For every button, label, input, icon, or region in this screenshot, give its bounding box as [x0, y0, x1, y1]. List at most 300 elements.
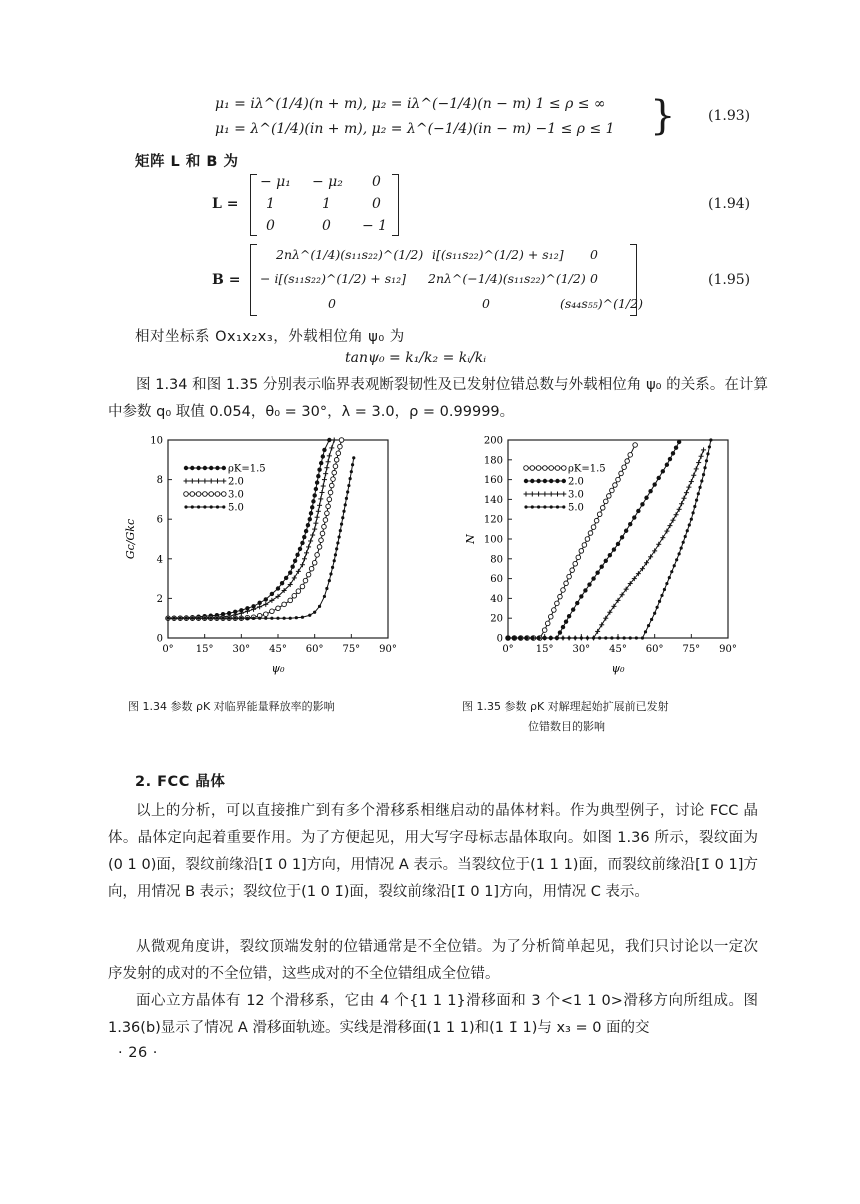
y-axis-label: N	[464, 534, 477, 544]
data-point	[594, 518, 599, 523]
data-point	[530, 479, 534, 483]
data-point	[349, 477, 352, 480]
data-point	[293, 559, 297, 563]
data-point	[600, 506, 605, 511]
data-point	[700, 479, 703, 482]
data-point	[166, 617, 169, 620]
data-point	[315, 480, 319, 484]
data-point	[316, 474, 320, 478]
data-point	[524, 466, 529, 471]
data-point	[640, 502, 644, 506]
paragraph-figures: 图 1.34 和图 1.35 分别表示临界表观断裂韧性及已发射位错总数与外载相位角 ψ₀ 的关系。在计算中参数 q₀ 取值 0.054，θ₀ = 30°，λ = 3.0，ρ = 0.99999。	[108, 377, 768, 420]
data-point	[570, 568, 575, 573]
data-point	[292, 593, 297, 598]
data-point	[636, 509, 640, 513]
eq195-r3c2: 0	[482, 296, 490, 311]
eq194-right-bracket	[392, 174, 399, 236]
data-point	[258, 617, 261, 620]
eq195-r2c1: − i[(s₁₁s₂₂)^(1/2) + s₁₂]	[260, 271, 407, 286]
data-point	[542, 628, 547, 633]
data-point	[288, 598, 293, 603]
data-point	[209, 492, 214, 497]
data-point	[545, 621, 550, 626]
data-point	[691, 511, 694, 514]
data-point	[338, 535, 341, 538]
data-point	[276, 617, 279, 620]
data-point	[203, 466, 207, 470]
data-point	[190, 466, 194, 470]
data-point	[325, 587, 328, 590]
data-point	[561, 636, 564, 639]
data-point	[191, 617, 194, 620]
data-point	[321, 454, 325, 458]
data-point	[693, 505, 696, 508]
data-point	[677, 440, 681, 444]
data-point	[329, 483, 334, 488]
data-point	[561, 625, 565, 629]
data-point	[228, 617, 231, 620]
data-point	[276, 586, 280, 590]
eq195-number: (1.95)	[708, 272, 751, 288]
data-point	[670, 570, 673, 573]
y-tick-label: 200	[483, 435, 503, 447]
data-point	[328, 490, 333, 495]
data-point	[582, 543, 587, 548]
legend-label: 3.0	[568, 489, 584, 501]
data-point	[320, 531, 325, 536]
eq195-r2c2: 2nλ^(−1/4)(s₁₁s₂₂)^(1/2)	[428, 271, 586, 286]
data-point	[270, 609, 275, 614]
data-point	[702, 473, 705, 476]
data-point	[240, 617, 243, 620]
eq194-r2c2: 1	[322, 196, 331, 212]
data-point	[252, 617, 255, 620]
data-point	[197, 617, 200, 620]
figure-1-35-chart	[460, 430, 750, 685]
data-point	[323, 518, 328, 523]
data-point	[298, 547, 302, 551]
data-point	[270, 617, 273, 620]
data-point	[684, 535, 687, 538]
data-point	[671, 451, 675, 455]
x-tick-label: 30°	[232, 644, 251, 655]
data-point	[322, 448, 326, 452]
data-point	[296, 589, 301, 594]
data-point	[531, 636, 534, 639]
data-point	[325, 511, 330, 516]
eq193-row2: μ₁ = λ^(1/4)(in + m), μ₂ = λ^(−1/4)(in − m) −1 ≤ ρ ≤ 1	[215, 121, 615, 137]
data-point	[564, 619, 568, 623]
data-point	[607, 494, 612, 499]
data-point	[283, 617, 286, 620]
data-point	[647, 624, 650, 627]
data-point	[311, 499, 315, 503]
data-point	[682, 541, 685, 544]
data-point	[197, 505, 200, 508]
data-point	[525, 636, 528, 639]
series-2	[506, 447, 707, 640]
data-point	[336, 541, 339, 544]
data-point	[304, 529, 308, 533]
data-point	[620, 535, 624, 539]
tan-equation: tanψ₀ = k₁/k₂ = kᵢ/kᵢ	[345, 350, 487, 366]
data-point	[658, 600, 661, 603]
data-point	[323, 595, 326, 598]
data-point	[574, 636, 577, 639]
data-point	[650, 618, 653, 621]
eq194-number: (1.94)	[708, 196, 751, 212]
data-point	[665, 463, 669, 467]
data-point	[295, 553, 299, 557]
data-point	[234, 617, 237, 620]
y-tick-label: 100	[483, 534, 503, 546]
eq195-r2c3: 0	[590, 271, 598, 286]
data-point	[506, 636, 509, 639]
data-point	[336, 451, 341, 456]
data-point	[300, 541, 304, 545]
data-point	[652, 482, 656, 486]
data-point	[318, 605, 321, 608]
eq195-r1c1: 2nλ^(1/4)(s₁₁s₂₂)^(1/2)	[276, 247, 424, 262]
data-point	[317, 545, 322, 550]
data-point	[340, 523, 343, 526]
data-point	[673, 564, 676, 567]
data-point	[264, 617, 267, 620]
data-point	[290, 565, 294, 569]
data-point	[562, 479, 566, 483]
data-point	[661, 469, 665, 473]
data-point	[697, 492, 700, 495]
legend-label: ρK=1.5	[568, 463, 606, 475]
data-point	[624, 529, 628, 533]
x-axis-label: ψ₀	[611, 662, 625, 675]
figure-1-35-caption-line1: 图 1.35 参数 ρK 对解理起始扩展前已发射	[462, 700, 669, 713]
data-point	[653, 612, 656, 615]
data-point	[519, 636, 522, 639]
data-point	[531, 505, 534, 508]
data-point	[698, 486, 701, 489]
data-point	[334, 553, 337, 556]
eq194-r2c3: 0	[372, 196, 381, 212]
legend-entry-3	[184, 503, 244, 514]
eq194-r3c2: 0	[322, 218, 331, 234]
y-tick-label: 0	[496, 633, 503, 645]
data-point	[571, 607, 575, 611]
legend-entry-1	[524, 477, 584, 488]
eq193-row1: μ₁ = iλ^(1/4)(n + m), μ₂ = iλ^(−1/4)(n − m) 1 ≤ ρ ≤ ∞	[215, 96, 606, 112]
data-point	[543, 479, 547, 483]
data-point	[549, 636, 552, 639]
data-point	[543, 636, 546, 639]
page-number: · 26 ·	[118, 1045, 158, 1061]
x-tick-label: 30°	[572, 644, 591, 655]
section-title: 2. FCC 晶体	[135, 774, 226, 790]
data-point	[334, 458, 339, 463]
figure-1-34-chart	[120, 430, 410, 685]
data-point	[549, 479, 553, 483]
data-point	[576, 555, 581, 560]
data-point	[543, 505, 546, 508]
data-point	[548, 614, 553, 619]
data-point	[616, 636, 619, 639]
data-point	[668, 457, 672, 461]
data-point	[317, 468, 321, 472]
data-point	[315, 553, 320, 558]
data-point	[263, 612, 268, 617]
data-point	[656, 606, 659, 609]
y-tick-label: 8	[156, 475, 163, 487]
data-point	[561, 588, 566, 593]
y-tick-label: 160	[483, 475, 503, 487]
y-tick-label: 2	[156, 593, 163, 605]
data-point	[680, 546, 683, 549]
data-point	[597, 512, 602, 517]
data-point	[190, 492, 195, 497]
figure-1-34-caption: 图 1.34 参数 ρK 对临界能量释放率的影响	[128, 700, 335, 713]
data-point	[555, 636, 558, 639]
data-point	[644, 496, 648, 500]
data-point	[333, 559, 336, 562]
data-point	[310, 505, 314, 509]
y-tick-label: 4	[156, 554, 163, 566]
legend-label: 3.0	[228, 489, 244, 501]
legend-entry-1	[184, 477, 244, 488]
data-point	[524, 479, 528, 483]
data-point	[185, 617, 188, 620]
x-tick-label: 0°	[502, 644, 514, 655]
data-point	[173, 617, 176, 620]
data-point	[663, 588, 666, 591]
figure-1-35-caption-line2: 位错数目的影响	[528, 720, 605, 733]
data-point	[612, 547, 616, 551]
data-point	[313, 611, 316, 614]
eq194-r2c1: 1	[266, 196, 275, 212]
data-point	[302, 535, 306, 539]
data-point	[562, 505, 565, 508]
data-point	[196, 466, 200, 470]
data-point	[215, 617, 218, 620]
data-point	[604, 559, 608, 563]
x-tick-label: 75°	[342, 644, 361, 655]
data-point	[536, 466, 541, 471]
y-tick-label: 140	[483, 494, 503, 506]
eq195-r3c3: (s₄₄s₅₅)^(1/2)	[560, 296, 643, 311]
data-point	[331, 477, 336, 482]
data-point	[562, 466, 567, 471]
data-point	[536, 479, 540, 483]
y-tick-label: 40	[490, 593, 503, 605]
data-point	[708, 445, 711, 448]
data-point	[270, 592, 274, 596]
y-tick-label: 0	[156, 633, 163, 645]
data-point	[312, 493, 316, 497]
x-tick-label: 0°	[162, 644, 174, 655]
data-point	[603, 499, 608, 504]
data-point	[558, 594, 563, 599]
eq195-r3c1: 0	[328, 296, 336, 311]
data-point	[678, 552, 681, 555]
data-point	[314, 487, 318, 491]
data-point	[222, 466, 226, 470]
data-point	[216, 505, 219, 508]
data-point	[319, 461, 323, 465]
data-point	[179, 617, 182, 620]
data-point	[616, 477, 621, 482]
data-point	[705, 459, 708, 462]
data-point	[301, 616, 304, 619]
data-point	[295, 616, 298, 619]
data-point	[309, 566, 314, 571]
data-point	[686, 529, 689, 532]
data-point	[339, 438, 344, 443]
data-point	[622, 465, 627, 470]
data-point	[308, 517, 312, 521]
y-tick-label: 10	[150, 435, 163, 447]
data-point	[688, 523, 691, 526]
data-point	[598, 636, 601, 639]
data-point	[635, 636, 638, 639]
data-point	[555, 466, 560, 471]
data-point	[619, 471, 624, 476]
data-point	[703, 466, 706, 469]
data-point	[191, 505, 194, 508]
data-point	[610, 488, 615, 493]
data-point	[585, 537, 590, 542]
data-point	[209, 617, 212, 620]
data-point	[641, 636, 644, 639]
data-point	[616, 542, 620, 546]
data-point	[196, 492, 201, 497]
data-point	[675, 558, 678, 561]
eq194-r3c3: − 1	[362, 218, 388, 234]
data-point	[587, 582, 591, 586]
paragraph-fcc: 以上的分析，可以直接推广到有多个滑移系相继启动的晶体材料。作为典型例子，讨论 FCC 晶体。晶体定向起着重要作用。为了方便起见，用大写字母标志晶体取向。如图 1.36 所示，裂纹面为(0 1 0)面，裂纹前缘沿[1̄ 0 1]方向，用情况 A 表示。当裂纹位于(1 1 1)面，而裂纹前缘沿[1̄ 0 1]方向，用情况 B 表示；裂纹位于(1 0 1̄)面，裂纹前缘沿[1̄ 0 1]方向，用情况 C 表示。	[108, 803, 758, 900]
legend-label: ρK=1.5	[228, 463, 266, 475]
data-point	[555, 601, 560, 606]
data-point	[308, 614, 311, 617]
data-point	[592, 636, 595, 639]
paragraph-slip-systems: 面心立方晶体有 12 个滑移系，它由 4 个{1 1 1}滑移面和 3 个<1 1 0>滑移方向所组成。图 1.36(b)显示了情况 A 滑移面轨迹。实线是滑移面(1 1 1)和(1 1̄ 1)与 x₃ = 0 面的交	[108, 993, 758, 1036]
data-point	[203, 492, 208, 497]
data-point	[346, 490, 349, 493]
legend-entry-2	[184, 490, 244, 501]
data-point	[322, 524, 327, 529]
data-point	[215, 466, 219, 470]
series-line	[168, 458, 354, 618]
data-point	[583, 588, 587, 592]
data-point	[306, 572, 311, 577]
data-point	[288, 570, 292, 574]
data-point	[595, 570, 599, 574]
eq194-r1c3: 0	[372, 174, 381, 190]
x-tick-label: 45°	[609, 644, 627, 655]
data-point	[276, 606, 281, 611]
data-point	[604, 636, 607, 639]
legend-entry-3	[524, 503, 584, 514]
data-point	[568, 636, 571, 639]
data-point	[668, 576, 671, 579]
data-point	[513, 636, 516, 639]
data-point	[665, 582, 668, 585]
data-point	[332, 470, 337, 475]
data-point	[628, 453, 633, 458]
data-point	[623, 636, 626, 639]
y-tick-label: 80	[490, 554, 503, 566]
data-point	[543, 466, 548, 471]
data-point	[331, 566, 334, 569]
legend-entry-0	[184, 464, 266, 475]
data-point	[586, 636, 589, 639]
data-point	[537, 505, 540, 508]
data-point	[552, 608, 557, 613]
data-point	[695, 499, 698, 502]
eq194-lhs: L =	[212, 196, 239, 212]
data-point	[333, 464, 338, 469]
data-point	[303, 578, 308, 583]
data-point	[573, 561, 578, 566]
eq194-r1c1: − μ₁	[260, 174, 291, 190]
data-point	[284, 576, 288, 580]
eq195-left-bracket	[250, 244, 257, 316]
data-point	[591, 525, 596, 530]
legend-entry-2	[524, 490, 584, 501]
data-point	[625, 459, 630, 464]
data-point	[690, 518, 693, 521]
x-axis-label: ψ₀	[271, 662, 285, 675]
data-point	[579, 549, 584, 554]
data-point	[215, 492, 220, 497]
data-point	[341, 516, 344, 519]
x-tick-label: 60°	[305, 644, 324, 655]
paragraph-dislocation: 从微观角度讲，裂纹顶端发射的位错通常是不全位错。为了分析简单起见，我们只讨论以一定次序发射的成对的不全位错，这些成对的不全位错组成全位错。	[108, 939, 758, 982]
data-point	[556, 505, 559, 508]
data-point	[530, 466, 535, 471]
data-point	[203, 617, 206, 620]
data-point	[709, 438, 712, 441]
intro-lb: 矩阵 L 和 B 为	[135, 154, 239, 170]
data-point	[591, 576, 595, 580]
x-tick-label: 45°	[269, 644, 287, 655]
eq194-r1c2: − μ₂	[312, 174, 343, 190]
data-point	[579, 594, 583, 598]
legend-label: 2.0	[228, 476, 244, 488]
data-point	[567, 614, 571, 618]
data-point	[222, 505, 225, 508]
data-point	[555, 479, 559, 483]
data-point	[608, 553, 612, 557]
data-point	[628, 522, 632, 526]
y-tick-label: 20	[490, 613, 503, 625]
legend-label: 5.0	[228, 502, 244, 514]
legend-entry-0	[524, 464, 606, 475]
data-point	[550, 505, 553, 508]
data-point	[221, 617, 224, 620]
data-point	[549, 466, 554, 471]
data-point	[350, 470, 353, 473]
data-point	[319, 538, 324, 543]
data-point	[558, 630, 562, 634]
data-point	[300, 584, 305, 589]
data-point	[629, 636, 632, 639]
data-point	[327, 497, 332, 502]
data-point	[326, 504, 331, 509]
data-point	[352, 456, 355, 459]
x-tick-label: 15°	[535, 644, 554, 655]
data-point	[209, 466, 213, 470]
data-point	[338, 444, 343, 449]
data-point	[347, 484, 350, 487]
x-tick-label: 90°	[379, 644, 397, 655]
